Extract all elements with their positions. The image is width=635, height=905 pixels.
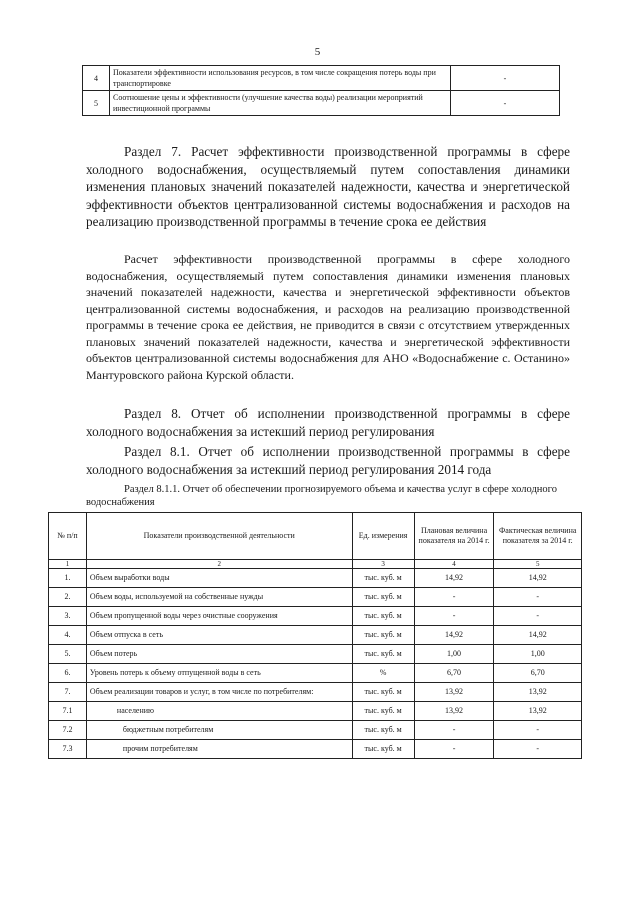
column-number: 2: [86, 560, 352, 569]
indicator-name: прочим потребителям: [86, 740, 352, 759]
unit: тыс. куб. м: [352, 626, 414, 645]
column-number: 5: [494, 560, 582, 569]
fact-value: 14,92: [494, 569, 582, 588]
row-number: 3.: [49, 607, 87, 626]
indicator-name: бюджетным потребителям: [86, 721, 352, 740]
plan-value: 6,70: [414, 664, 494, 683]
section-8-1-heading: Раздел 8.1. Отчет об исполнении производственной программы в сфере холодного водоснабжения за истекший период регулирования 2014 года: [86, 444, 570, 477]
unit: %: [352, 664, 414, 683]
section-7-paragraph: Расчет эффективности производственной программы в сфере холодного водоснабжения, осуществляемый путем сопоставления динамики изменения плановых значений показателей надежности, качества и энергетической эффективности объектов централизованной системы водоснабжения, и расходов на реализацию производственной программы в течение срока ее действия, не приводится в связи с отсутствием утвержденных плановых значений показателей надежности, качества и энергетической эффективности объектов централизованной системы водоснабжения для АНО «Водоснабжение с. Останино» Мантуровского района Курской области.: [86, 252, 570, 382]
plan-value: 14,92: [414, 626, 494, 645]
indicator-name: Объем реализации товаров и услуг, в том числе по потребителям:: [86, 683, 352, 702]
indicator-name: Уровень потерь к объему отпущенной воды в сеть: [86, 664, 352, 683]
table-header-row: [49, 513, 582, 560]
header-fact: Фактическая величина показателя за 2014 г.: [494, 513, 582, 560]
row-number: 7.2: [49, 721, 87, 740]
table-row: [49, 721, 582, 740]
fact-value: -: [494, 740, 582, 759]
indicator-name: Соотношение цены и эффективности (улучшение качества воды) реализации мероприятий инвестиционной программы: [110, 91, 451, 116]
plan-value: 14,92: [414, 569, 494, 588]
fact-value: 1,00: [494, 645, 582, 664]
unit: тыс. куб. м: [352, 683, 414, 702]
table-row: [83, 91, 560, 116]
report-table: [48, 512, 582, 759]
column-number: 3: [352, 560, 414, 569]
plan-value: 13,92: [414, 683, 494, 702]
column-number: 1: [49, 560, 87, 569]
row-number: 7.: [49, 683, 87, 702]
plan-value: -: [414, 588, 494, 607]
fact-value: -: [494, 588, 582, 607]
plan-value: -: [414, 740, 494, 759]
table-row: [49, 607, 582, 626]
section-7-heading: Раздел 7. Расчет эффективности производственной программы в сфере холодного водоснабжения, осуществляемый путем сопоставления динамики изменения плановых значений показателей надежности, качества и энергетической эффективности объектов централизованной системы водоснабжения и расходов на реализацию производственной программы в течение срока ее действия: [86, 144, 570, 229]
unit: тыс. куб. м: [352, 702, 414, 721]
indicator-name: Объем потерь: [86, 645, 352, 664]
indicator-name: Объем пропущенной воды через очистные сооружения: [86, 607, 352, 626]
unit: тыс. куб. м: [352, 740, 414, 759]
header-unit: Ед. измерения: [352, 513, 414, 560]
indicator-value: -: [451, 91, 560, 116]
indicator-name: Объем воды, используемой на собственные нужды: [86, 588, 352, 607]
header-name: Показатели производственной деятельности: [86, 513, 352, 560]
row-number: 6.: [49, 664, 87, 683]
fact-value: 14,92: [494, 626, 582, 645]
fact-value: -: [494, 721, 582, 740]
fact-value: 13,92: [494, 683, 582, 702]
table-row: [49, 702, 582, 721]
row-number: 4: [83, 66, 110, 91]
row-number: 5.: [49, 645, 87, 664]
table-row: [49, 740, 582, 759]
unit: тыс. куб. м: [352, 645, 414, 664]
unit: тыс. куб. м: [352, 721, 414, 740]
plan-value: 1,00: [414, 645, 494, 664]
indicator-name: Объем отпуска в сеть: [86, 626, 352, 645]
table-row: [49, 683, 582, 702]
header-num: № п/п: [49, 513, 87, 560]
indicator-name: Объем выработки воды: [86, 569, 352, 588]
table-row: [49, 588, 582, 607]
indicator-name: населению: [86, 702, 352, 721]
section-8-heading: Раздел 8. Отчет об исполнении производственной программы в сфере холодного водоснабжения за истекший период регулирования: [86, 406, 570, 439]
plan-value: -: [414, 721, 494, 740]
row-number: 7.3: [49, 740, 87, 759]
plan-value: 13,92: [414, 702, 494, 721]
page-number: 5: [314, 46, 321, 58]
column-number-row: [49, 560, 582, 569]
row-number: 5: [83, 91, 110, 116]
table-row: [49, 569, 582, 588]
row-number: 1.: [49, 569, 87, 588]
row-number: 2.: [49, 588, 87, 607]
indicator-name: Показатели эффективности использования ресурсов, в том числе сокращения потерь воды при транспортировке: [110, 66, 451, 91]
unit: тыс. куб. м: [352, 607, 414, 626]
fact-value: 6,70: [494, 664, 582, 683]
unit: тыс. куб. м: [352, 588, 414, 607]
table-row: [49, 645, 582, 664]
table-row: [49, 664, 582, 683]
table-row: [83, 66, 560, 91]
row-number: 7.1: [49, 702, 87, 721]
column-number: 4: [414, 560, 494, 569]
fact-value: -: [494, 607, 582, 626]
section-8-1-1-heading: Раздел 8.1.1. Отчет об обеспечении прогнозируемого объема и качества услуг в сфере холодного водоснабжения: [86, 484, 557, 508]
top-table: [82, 65, 560, 116]
fact-value: 13,92: [494, 702, 582, 721]
plan-value: -: [414, 607, 494, 626]
row-number: 4.: [49, 626, 87, 645]
unit: тыс. куб. м: [352, 569, 414, 588]
header-plan: Плановая величина показателя на 2014 г.: [414, 513, 494, 560]
table-row: [49, 626, 582, 645]
indicator-value: -: [451, 66, 560, 91]
